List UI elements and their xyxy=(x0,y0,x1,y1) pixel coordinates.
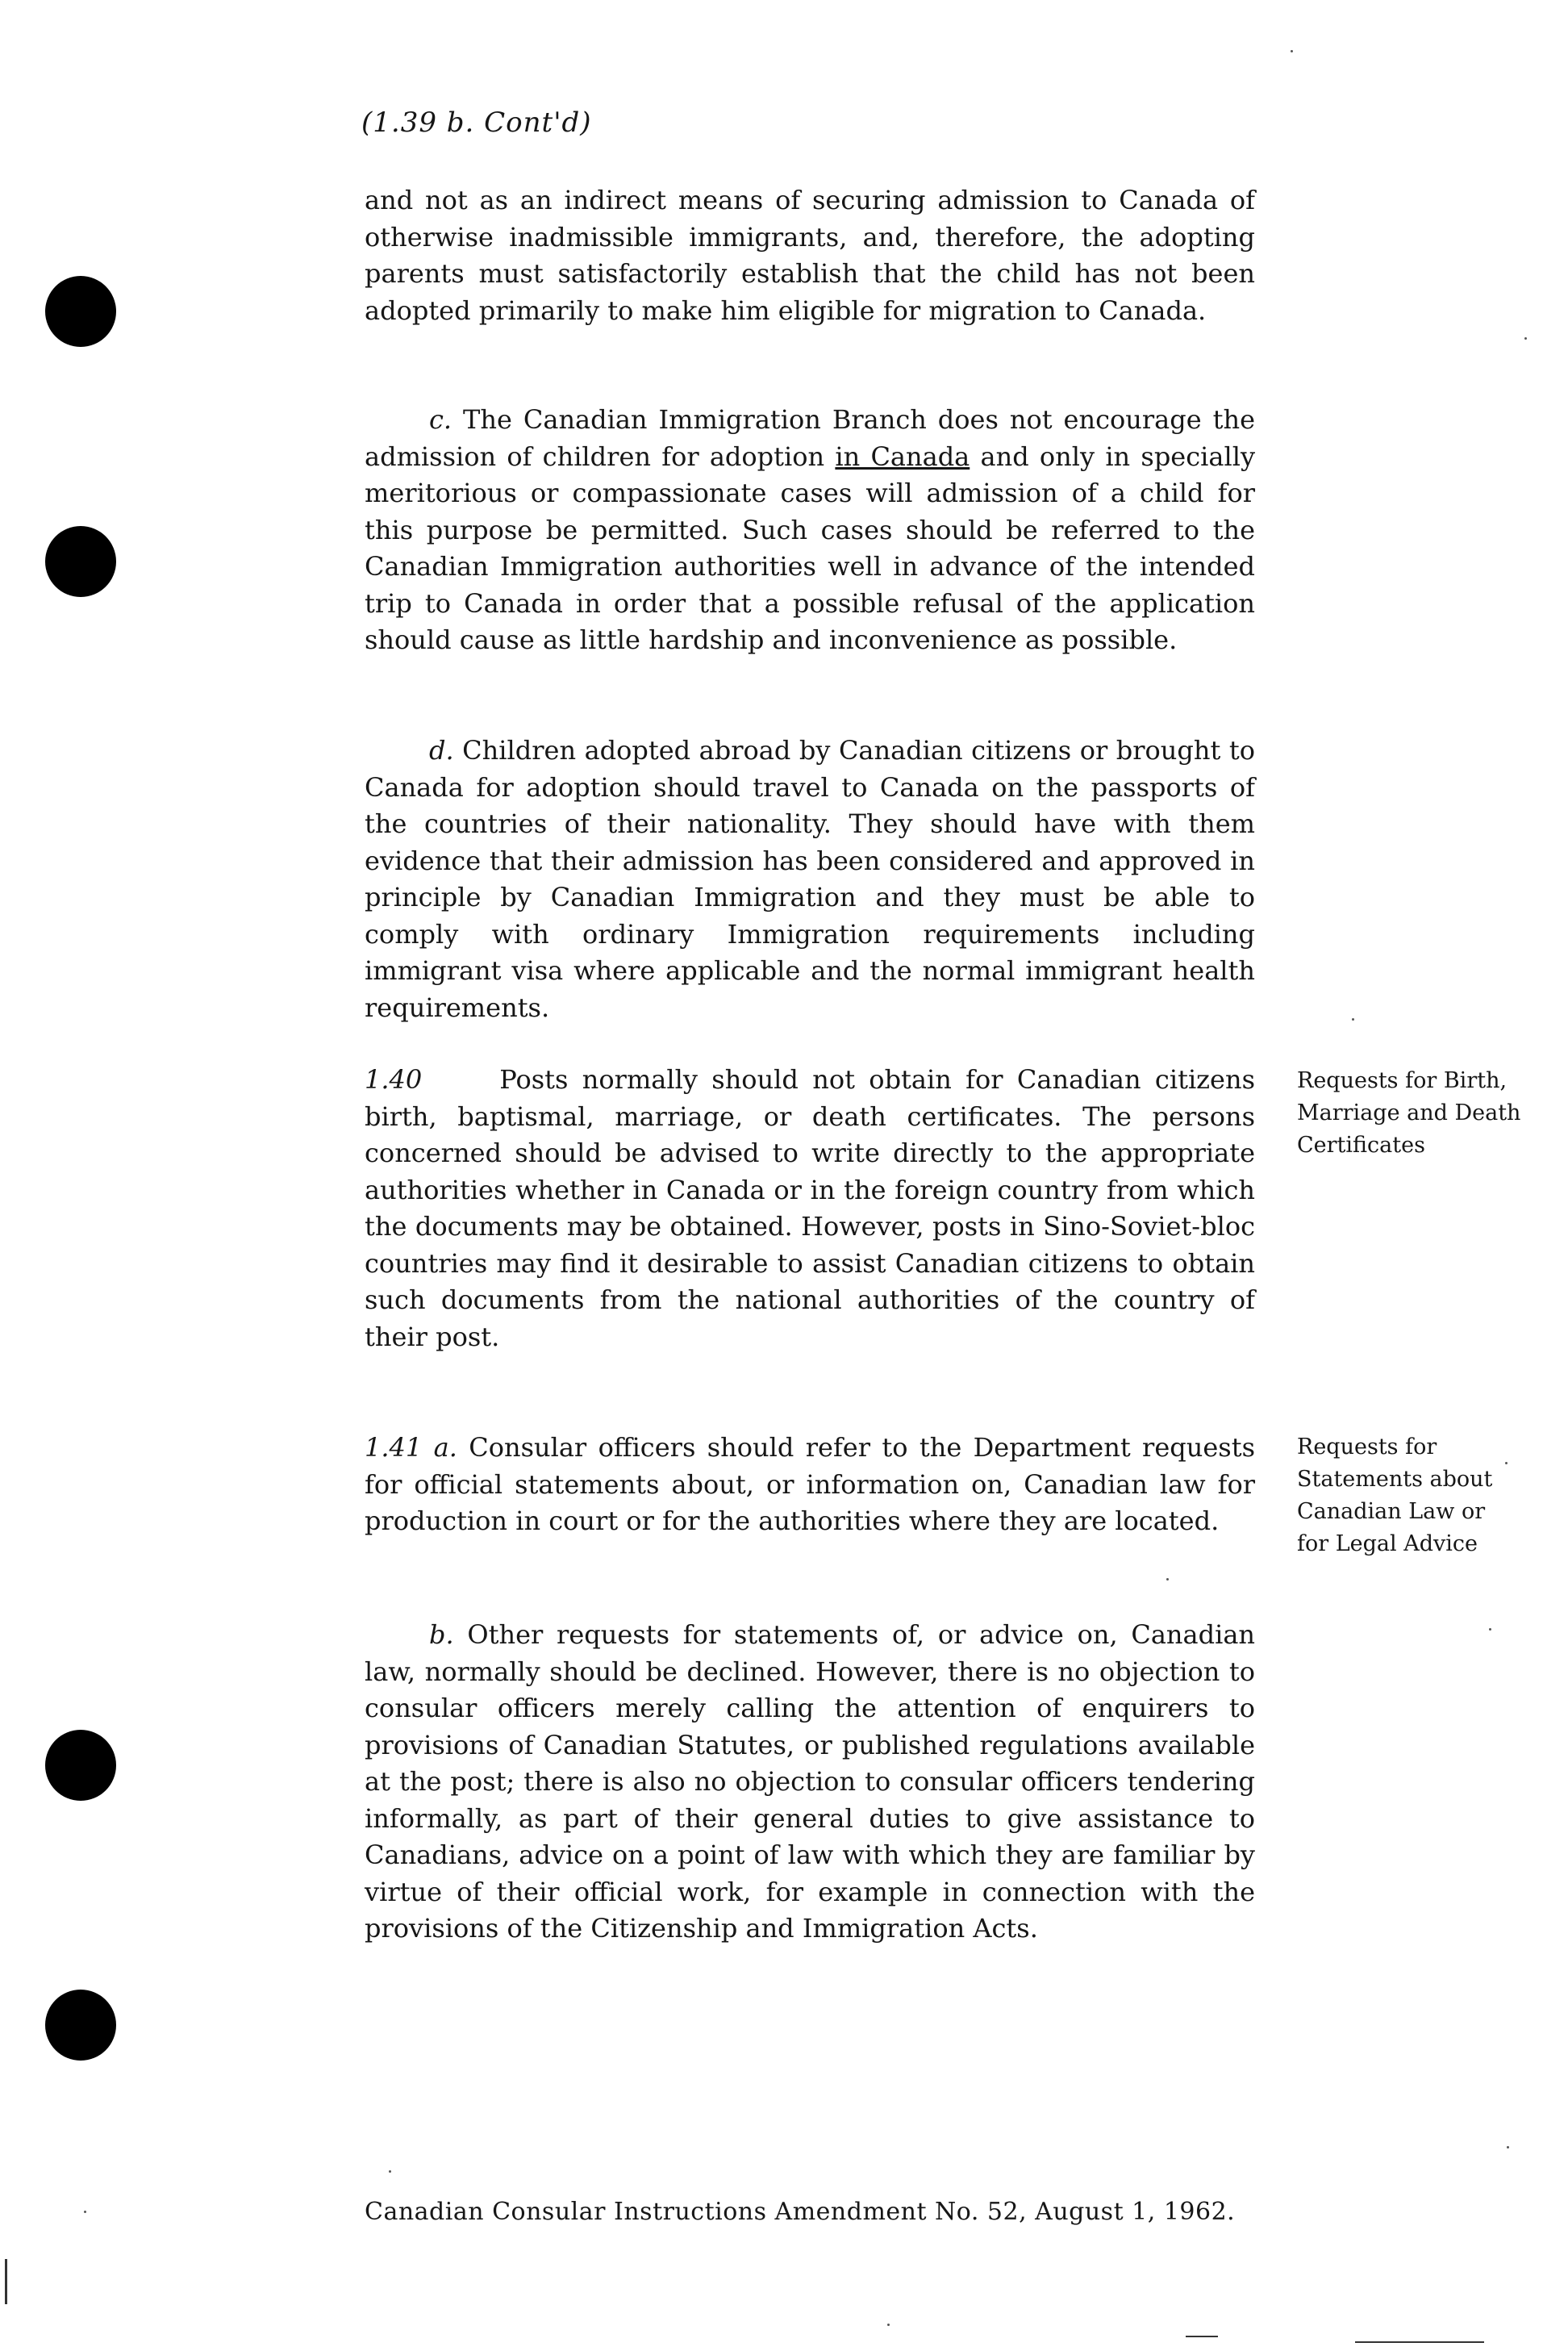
margin-note-1-41: Requests for Statements about Canadian Law or for Legal Advice xyxy=(1297,1434,1493,1556)
punch-hole xyxy=(45,1730,116,1801)
scan-speck xyxy=(1291,50,1293,52)
paragraph-text: Children adopted abroad by Canadian citizens or brought to Canada for adoption should travel to Canada on the passports of the countries of their nationality. They should have with them evidence that their admission has been considered and approved in principle by Canadian Immigration and they must be able to comply with ordinary Immigration requirements including immigrant visa where applicable and the normal immigrant health requirements. xyxy=(365,735,1256,1023)
paragraph-text: Consular officers should refer to the Department requests for official statements about, or information on, Canadian law for production in court or for the authorities where they are located. xyxy=(365,1432,1256,1536)
scan-speck xyxy=(1352,1018,1354,1021)
paragraph-text: The Canadian Immigration Branch does not encourage the admission of children for adoption xyxy=(365,404,1256,472)
scan-speck xyxy=(1166,1578,1169,1581)
item-label: c. xyxy=(429,404,452,435)
scan-speck xyxy=(887,2324,890,2326)
scan-artifact xyxy=(5,2259,7,2304)
scan-artifact xyxy=(1355,2341,1484,2343)
punch-hole xyxy=(45,276,116,347)
footer: Canadian Consular Instructions Amendment No. 52, August 1, 1962. xyxy=(365,2198,1236,2226)
punch-hole xyxy=(45,1990,116,2061)
paragraph-text: and only in specially meritorious or compassionate cases will admission of a child for this purpose be permitted. Such cases should be referred to the Canadian Immigration authorities well in advance of the intended trip to Canada in order that a possible refusal of the application should cause as little hardship and inconvenience as possible. xyxy=(365,441,1256,655)
item-label: d. xyxy=(429,735,454,766)
paragraph-text: and not as an indirect means of securing admission to Canada of otherwise inadmissible immigrants, and, therefore, the adopting parents must satisfactorily establish that the child has not been adopted primarily to make him eligible for migration to Canada. xyxy=(365,185,1255,326)
underlined-text: in Canada xyxy=(835,441,970,472)
scan-speck xyxy=(389,2170,391,2173)
paragraph-text: Other requests for statements of, or advice on, Canadian law, normally should be declined. However, there is no objection to consular officers merely calling the attention of enquirers to provisions of Canadian Statutes, or published regulations available at the post; there is also no objection to consular officers tendering informally, as part of their general duties to give assistance to Canadians, advice on a point of law with which they are familiar by virtue of their official work, for example in connection with the provisions of the Citizenship and Immigration Acts. xyxy=(365,1619,1256,1944)
punch-hole xyxy=(45,526,116,597)
continuation-header: (1.39 b. Cont'd) xyxy=(361,106,592,139)
paragraph-text: Posts normally should not obtain for Canadian citizens birth, baptismal, marriage, or death certificates. The persons concerned should be advised to write directly to the appropriate authorities whether in Canada or in the foreign country from which the documents may be obtained. However, posts in Sino-Soviet-bloc countries may find it desirable to assist Canadian citizens to obtain such documents from the national authorities of the country of their post. xyxy=(365,1064,1255,1352)
section-number: 1.41 xyxy=(365,1432,423,1463)
scan-speck xyxy=(1505,1462,1508,1464)
paragraph-1-39-c xyxy=(365,402,1255,659)
scan-artifact xyxy=(1186,2336,1218,2337)
paragraph-1-39-d xyxy=(365,733,1255,1026)
scan-speck xyxy=(1507,2146,1509,2148)
margin-note-1-40: Requests for Birth, Marriage and Death Certificates xyxy=(1297,1068,1521,1158)
paragraph-1-39-b-continued xyxy=(365,182,1255,329)
paragraph-1-41-b xyxy=(365,1617,1255,1948)
paragraph-1-40 xyxy=(365,1062,1255,1355)
section-number: 1.40 xyxy=(365,1064,423,1095)
item-label: b. xyxy=(429,1619,454,1650)
paragraph-1-41-a xyxy=(365,1430,1255,1540)
scan-speck xyxy=(84,2211,86,2213)
scan-speck xyxy=(1489,1628,1491,1631)
item-label: a. xyxy=(433,1432,457,1463)
scan-speck xyxy=(1524,337,1527,340)
